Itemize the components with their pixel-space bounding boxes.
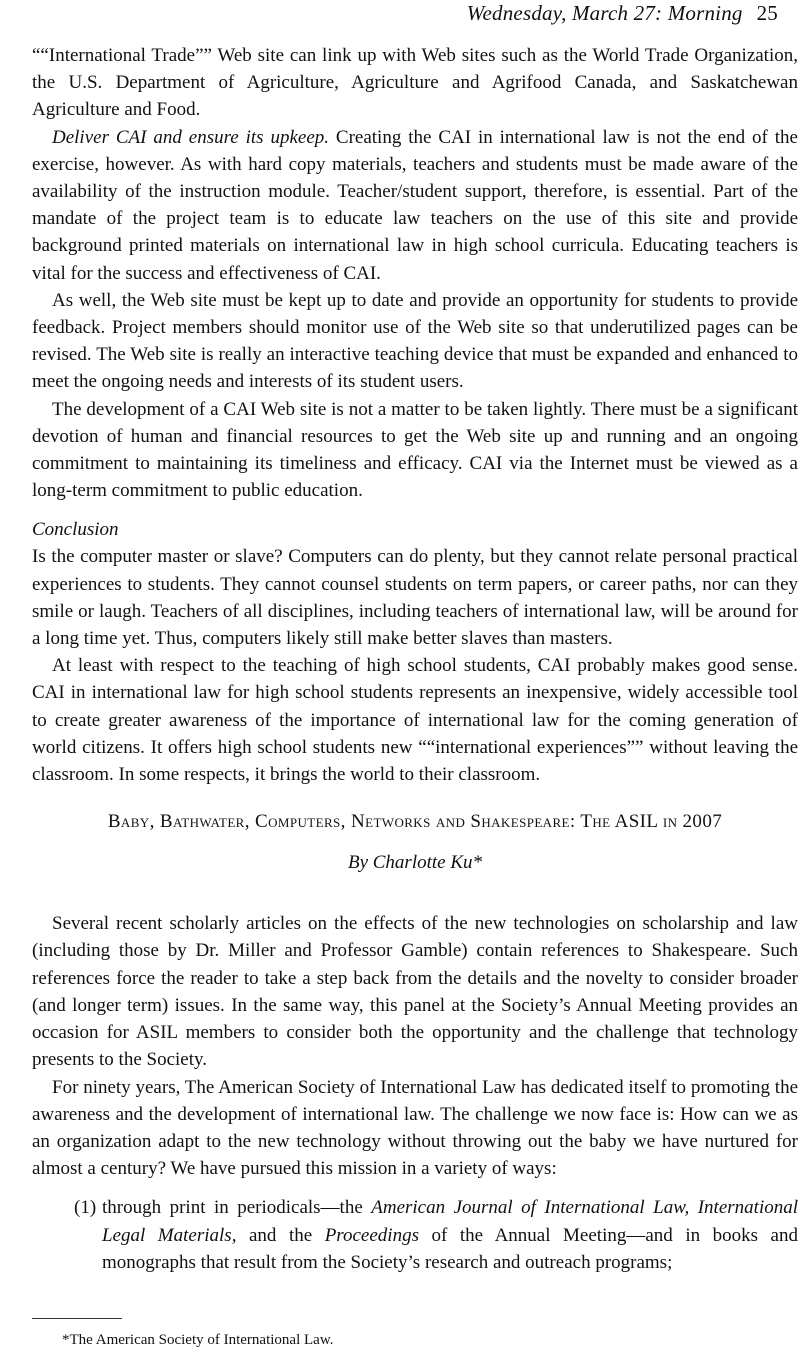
list-item-italic-journals: American Journal of International Law, International Legal Materials,: [102, 1197, 798, 1246]
article-title: Baby, Bathwater, Computers, Networks and Shakespeare: The ASIL in 2007: [107, 811, 723, 833]
list-item-text-b: and the: [236, 1224, 325, 1246]
footnote: *The American Society of International Law.: [62, 1332, 334, 1348]
section-heading-conclusion: Conclusion: [32, 519, 119, 541]
paragraph-cai-sense: At least with respect to the teaching of high school students, CAI probably makes good sense. CAI in international law for high school students represents an inexpensive, widely accessible tool to create greater awareness of the importance of international law for the coming generation of world citizens. It offers high school students new ““international experiences”” without leaving the classroom. In some respects, it brings the world to their classroom.: [32, 655, 798, 786]
paragraph-deliver-cai: [32, 124, 798, 287]
list-item-number: (1): [74, 1197, 97, 1219]
paragraph-scholarly-articles: Several recent scholarly articles on the effects of the new technologies on scholarship and law (including those by Dr. Miller and Professor Gamble) contain references to Shakespeare. Such references force the reader to take a step back from the details and the novelty to consider broader (and longer term) issues. In the same way, this panel at the Society’s Annual Meeting provides an occasion for ASIL members to consider both the opportunity and the challenge that technology presents to the Society.: [32, 913, 798, 1071]
page-number: 25: [756, 1, 778, 25]
paragraph-trade-website: ““International Trade”” Web site can link up with Web sites such as the World Trade Organization, the U.S. Department of Agriculture, Agriculture and Agrifood Canada, and Saskatchewan Agriculture and Food.: [32, 45, 798, 121]
paragraph-master-or-slave: Is the computer master or slave? Computers can do plenty, but they cannot relate personal practical experiences to students. They cannot counsel students on term papers, or career paths, nor can they smile or laugh. Teachers of all disciplines, including teachers of international law, will be around for a long time yet. Thus, computers likely still make better slaves than masters.: [32, 546, 798, 650]
article-byline: By Charlotte Ku*: [347, 852, 483, 874]
paragraph-deliver-cai-text: Creating the CAI in international law is not the end of the exercise, however. As with hard copy materials, teachers and students must be made aware of the availability of the instruction module. Teacher/student support, therefore, is essential. Part of the mandate of the project team is to educate law teachers on the use of this site and provide background printed materials on international law in high school curricula. Educating teachers is vital for the success and effectiveness of CAI.: [32, 126, 798, 284]
run-in-heading: Deliver CAI and ensure its upkeep.: [52, 126, 330, 148]
paragraph-cai-development: The development of a CAI Web site is not a matter to be taken lightly. There must be a significant devotion of human and financial resources to get the Web site up and running and an ongoing commitment to maintaining its timeliness and efficacy. CAI via the Internet must be viewed as a long-term commitment to public education.: [32, 398, 798, 502]
list-item: [32, 1194, 798, 1276]
list-item-italic-proceedings: Proceedings: [324, 1224, 419, 1246]
footnote-rule: [32, 1318, 122, 1319]
running-head: [467, 0, 778, 26]
paragraph-ninety-years: For ninety years, The American Society of International Law has dedicated itself to promoting the awareness and the development of international law. The challenge we now face is: How can we as an organization adapt to the new technology without throwing out the baby we have nurtured for almost a century? We have pursued this mission in a variety of ways:: [32, 1076, 798, 1180]
running-head-title: Wednesday, March 27: Morning: [466, 1, 743, 25]
list-item-text-a: through print in periodicals—the: [102, 1197, 372, 1219]
list-item-text-c: of the Annual Meeting—and in books and monographs that result from the Society’s research and outreach programs;: [102, 1224, 798, 1273]
page-body: [32, 42, 798, 1276]
paragraph-website-upkeep: As well, the Web site must be kept up to date and provide an opportunity for students to provide feedback. Project members should monitor use of the Web site so that underutilized pages can be revised. The Web site is really an interactive teaching device that must be expanded and enhanced to meet the ongoing needs and interests of its student users.: [32, 289, 798, 393]
